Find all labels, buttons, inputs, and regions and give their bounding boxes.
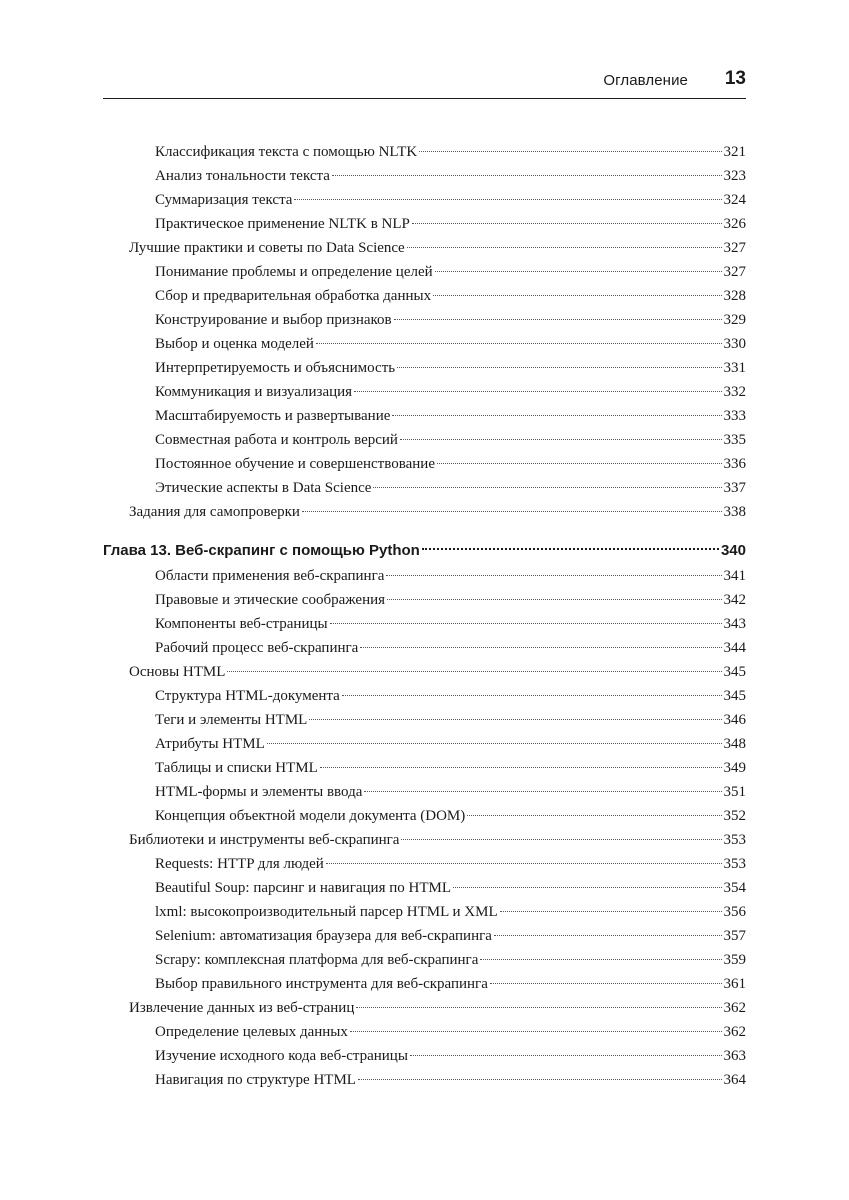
toc-subsection-entry (103, 708, 746, 732)
toc-entry-page: 340 (720, 542, 746, 559)
toc-subsection-entry (103, 972, 746, 996)
toc-entry-title: Навигация по структуре HTML (155, 1072, 356, 1088)
toc-entry-page: 335 (723, 432, 746, 448)
toc-entry-page: 337 (723, 480, 746, 496)
toc-dot-leader (453, 887, 722, 888)
toc-dot-leader (394, 319, 722, 320)
toc-dot-leader (330, 623, 722, 624)
toc-dot-leader (360, 647, 721, 648)
toc-subsection-entry (103, 900, 746, 924)
toc-entry-page: 346 (723, 712, 746, 728)
toc-entry-page: 336 (723, 456, 746, 472)
toc-entry-title: Масштабируемость и развертывание (155, 408, 391, 424)
toc-entry-title: Определение целевых данных (155, 1024, 348, 1040)
toc-dot-leader (309, 719, 721, 720)
toc-entry-title: Теги и элементы HTML (155, 712, 308, 728)
toc-entry-title: Совместная работа и контроль версий (155, 432, 398, 448)
toc-entry-title: Библиотеки и инструменты веб-скрапинга (129, 832, 400, 848)
toc-subsection-entry (103, 732, 746, 756)
toc-dot-leader (332, 175, 722, 176)
toc-dot-leader (386, 575, 721, 576)
toc-entry-title: Scrapy: комплексная платформа для веб-скрапинга (155, 952, 479, 968)
toc-entry-page: 362 (723, 1024, 746, 1040)
toc-entry-title: Классификация текста с помощью NLTK (155, 144, 418, 160)
toc-entry-page: 330 (723, 336, 746, 352)
toc-subsection-entry (103, 876, 746, 900)
toc-entry-title: Рабочий процесс веб-скрапинга (155, 640, 359, 656)
toc-subsection-entry (103, 284, 746, 308)
toc-subsection-entry (103, 140, 746, 164)
toc-section-entry (103, 236, 746, 260)
toc-entry-title: HTML-формы и элементы ввода (155, 784, 363, 800)
toc-subsection-entry (103, 612, 746, 636)
toc-entry-page: 323 (723, 168, 746, 184)
toc-dot-leader (358, 1079, 722, 1080)
toc-entry-page: 353 (723, 832, 746, 848)
toc-entry-title: Таблицы и списки HTML (155, 760, 318, 776)
toc-dot-leader (437, 463, 722, 464)
toc-dot-leader (407, 247, 722, 248)
toc-entry-page: 353 (723, 856, 746, 872)
toc-entry-title: Интерпретируемость и объяснимость (155, 360, 396, 376)
toc-entry-page: 364 (723, 1072, 746, 1088)
toc-entry-title: Атрибуты HTML (155, 736, 265, 752)
toc-entry-title: lxml: высокопроизводительный парсер HTML и XML (155, 904, 498, 920)
toc-subsection-entry (103, 924, 746, 948)
toc-entry-page: 363 (723, 1048, 746, 1064)
toc-dot-leader (480, 959, 721, 960)
toc-entry-title: Selenium: автоматизация браузера для веб-скрапинга (155, 928, 492, 944)
toc-subsection-entry (103, 780, 746, 804)
toc-subsection-entry (103, 164, 746, 188)
toc-dot-leader (342, 695, 722, 696)
toc-subsection-entry (103, 852, 746, 876)
toc-section-entry (103, 660, 746, 684)
toc-entry-page: 329 (723, 312, 746, 328)
toc-entry-title: Лучшие практики и советы по Data Science (129, 240, 405, 256)
toc-subsection-entry (103, 1044, 746, 1068)
toc-entry-page: 332 (723, 384, 746, 400)
toc-entry-title: Глава 13. Веб-скрапинг с помощью Python (103, 542, 420, 559)
toc-entry-page: 338 (723, 504, 746, 520)
toc-subsection-entry (103, 332, 746, 356)
toc-entry-title: Этические аспекты в Data Science (155, 480, 372, 496)
toc-dot-leader (500, 911, 722, 912)
toc-dot-leader (400, 439, 722, 440)
toc-entry-page: 359 (723, 952, 746, 968)
toc-entry-page: 345 (723, 664, 746, 680)
toc-entry-page: 327 (723, 264, 746, 280)
toc-entry-page: 345 (723, 688, 746, 704)
page-number: 13 (724, 68, 746, 89)
toc-entry-page: 341 (723, 568, 746, 584)
toc-dot-leader (320, 767, 722, 768)
toc-subsection-entry (103, 804, 746, 828)
toc-entry-title: Понимание проблемы и определение целей (155, 264, 433, 280)
toc-entry-page: 357 (723, 928, 746, 944)
toc-dot-leader (267, 743, 722, 744)
toc-dot-leader (302, 511, 722, 512)
toc-entry-title: Изучение исходного кода веб-страницы (155, 1048, 408, 1064)
toc-dot-leader (490, 983, 722, 984)
toc-entry-title: Requests: HTTP для людей (155, 856, 324, 872)
toc-subsection-entry (103, 1068, 746, 1092)
toc-dot-leader (392, 415, 721, 416)
toc-subsection-entry (103, 356, 746, 380)
toc-subsection-entry (103, 476, 746, 500)
toc-dot-leader (410, 1055, 722, 1056)
toc-entry-page: 348 (723, 736, 746, 752)
toc-subsection-entry (103, 1020, 746, 1044)
toc-dot-leader (435, 271, 722, 272)
toc-entry-page: 324 (723, 192, 746, 208)
toc-subsection-entry (103, 588, 746, 612)
toc-entry-page: 361 (723, 976, 746, 992)
toc-entry-page: 356 (723, 904, 746, 920)
toc-subsection-entry (103, 636, 746, 660)
toc-entry-title: Компоненты веб-страницы (155, 616, 328, 632)
toc-subsection-entry (103, 188, 746, 212)
toc-subsection-entry (103, 452, 746, 476)
toc-dot-leader (364, 791, 721, 792)
toc-entry-page: 342 (723, 592, 746, 608)
toc-entry-page: 333 (723, 408, 746, 424)
toc-subsection-entry (103, 212, 746, 236)
toc-dot-leader (419, 151, 721, 152)
toc-entry-title: Области применения веб-скрапинга (155, 568, 385, 584)
toc-entry-title: Задания для самопроверки (129, 504, 300, 520)
toc-subsection-entry (103, 428, 746, 452)
toc-entry-title: Суммаризация текста (155, 192, 293, 208)
toc-section-entry (103, 828, 746, 852)
toc-entry-page: 349 (723, 760, 746, 776)
toc-dot-leader (294, 199, 721, 200)
toc-subsection-entry (103, 948, 746, 972)
toc-entry-title: Анализ тональности текста (155, 168, 330, 184)
toc-dot-leader (387, 599, 721, 600)
table-of-contents (103, 140, 746, 1092)
toc-subsection-entry (103, 308, 746, 332)
toc-dot-leader (401, 839, 721, 840)
toc-dot-leader (412, 223, 722, 224)
toc-subsection-entry (103, 756, 746, 780)
toc-dot-leader (422, 548, 719, 550)
toc-subsection-entry (103, 260, 746, 284)
toc-entry-title: Практическое применение NLTK в NLP (155, 216, 410, 232)
toc-entry-title: Концепция объектной модели документа (DOM) (155, 808, 466, 824)
toc-entry-title: Конструирование и выбор признаков (155, 312, 392, 328)
toc-entry-page: 328 (723, 288, 746, 304)
toc-dot-leader (433, 295, 721, 296)
toc-entry-title: Правовые и этические соображения (155, 592, 386, 608)
toc-dot-leader (354, 391, 721, 392)
toc-entry-page: 326 (723, 216, 746, 232)
toc-entry-page: 351 (723, 784, 746, 800)
toc-dot-leader (326, 863, 722, 864)
toc-entry-page: 352 (723, 808, 746, 824)
toc-entry-title: Beautiful Soup: парсинг и навигация по HTML (155, 880, 451, 896)
toc-dot-leader (397, 367, 721, 368)
toc-chapter-entry (103, 538, 746, 564)
toc-entry-title: Структура HTML-документа (155, 688, 340, 704)
toc-entry-title: Выбор правильного инструмента для веб-скрапинга (155, 976, 488, 992)
toc-dot-leader (350, 1031, 722, 1032)
running-header-title: Оглавление (603, 72, 688, 89)
toc-dot-leader (316, 343, 722, 344)
toc-entry-title: Основы HTML (129, 664, 226, 680)
toc-entry-title: Выбор и оценка моделей (155, 336, 314, 352)
toc-subsection-entry (103, 684, 746, 708)
toc-entry-title: Постоянное обучение и совершенствование (155, 456, 435, 472)
toc-entry-page: 321 (723, 144, 746, 160)
toc-section-entry (103, 996, 746, 1020)
toc-entry-page: 362 (723, 1000, 746, 1016)
toc-subsection-entry (103, 404, 746, 428)
toc-entry-title: Коммуникация и визуализация (155, 384, 353, 400)
toc-dot-leader (467, 815, 721, 816)
toc-dot-leader (356, 1007, 721, 1008)
toc-entry-page: 327 (723, 240, 746, 256)
toc-subsection-entry (103, 564, 746, 588)
toc-entry-title: Извлечение данных из веб-страниц (129, 1000, 355, 1016)
toc-entry-page: 354 (723, 880, 746, 896)
running-header (103, 62, 746, 99)
toc-entry-page: 331 (723, 360, 746, 376)
toc-dot-leader (373, 487, 721, 488)
toc-subsection-entry (103, 380, 746, 404)
toc-dot-leader (494, 935, 722, 936)
toc-entry-page: 343 (723, 616, 746, 632)
toc-entry-page: 344 (723, 640, 746, 656)
toc-entry-title: Сбор и предварительная обработка данных (155, 288, 432, 304)
toc-dot-leader (227, 671, 721, 672)
toc-section-entry (103, 500, 746, 524)
